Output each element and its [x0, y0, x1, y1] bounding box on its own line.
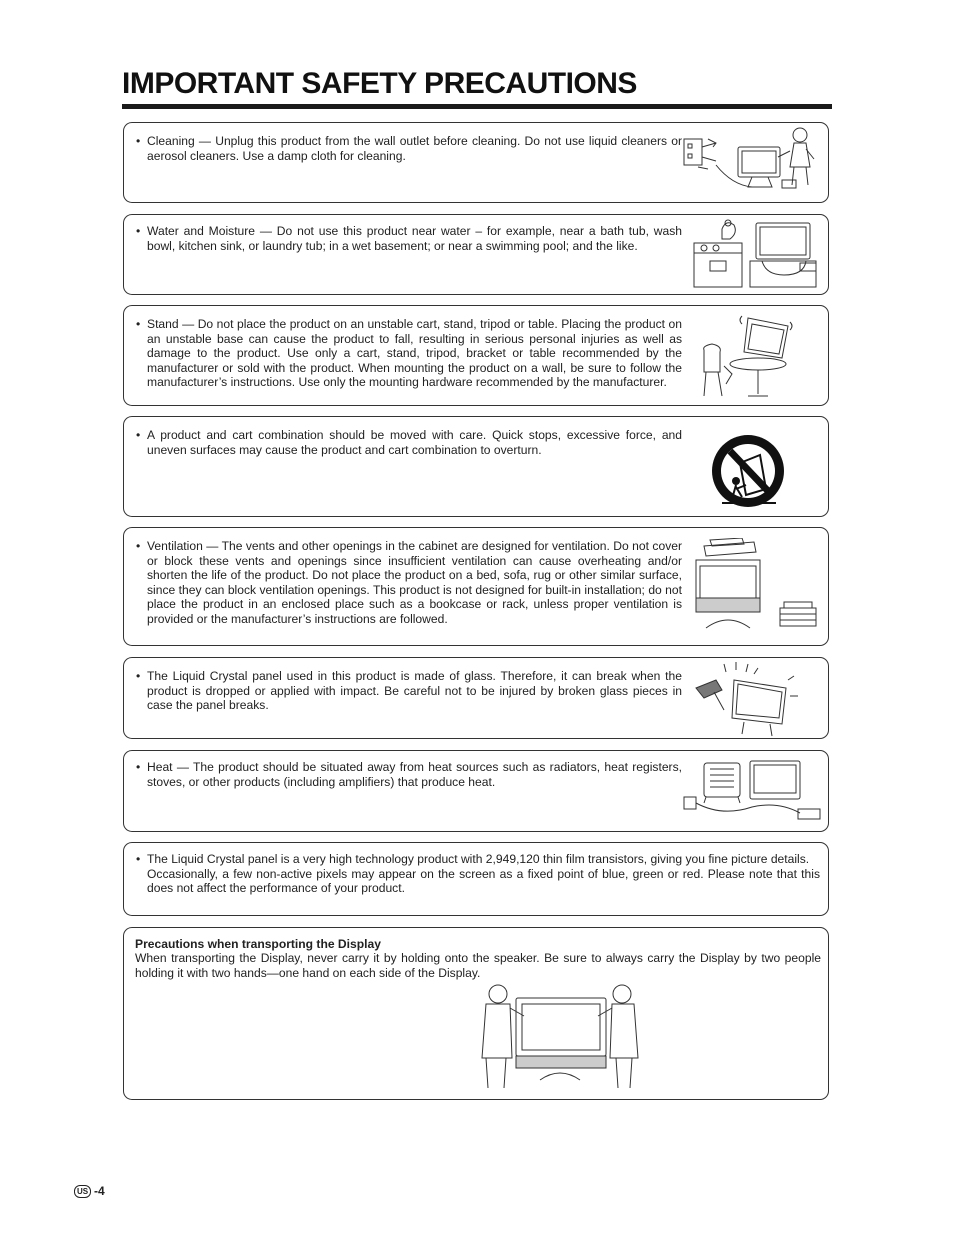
title-rule	[122, 104, 832, 109]
heat-source-illustration	[682, 757, 824, 825]
precaution-text: • Water and Moisture — Do not use this product near water – for example, near a bath tub, wash bowl, kitchen sink, or laundry tub; in a wet basement; or near a swimming pool; and the like.	[136, 224, 682, 253]
page-footer	[74, 1184, 105, 1198]
transport-title: Precautions when transporting the Display	[135, 937, 381, 951]
precaution-text: • Stand — Do not place the product on an unstable cart, stand, tripod or table. Placing the product on an unstable base can cause the product to fall, resulting in serious personal injuries as well as damage to the product. Use only a cart, stand, tripod, bracket or table recommended by the manufacturer or sold with the product. When mounting the product on a wall, be sure to follow the manufacturer’s instructions. Use only the mounting hardware recommended by the manufacturer.	[136, 317, 682, 390]
precaution-stand	[123, 305, 829, 406]
page-number: -4	[94, 1184, 105, 1198]
precaution-text: • Ventilation — The vents and other openings in the cabinet are designed for ventilation. Do not cover or block these vents and openings since insufficient ventilation can cause overheating and/or shorten the life of the product. Do not place the product on a bed, sofa, rug or other similar surface, since they can block ventilation openings. This product is not designed for built-in installation; do not place the product in an enclosed place such as a bookcase or rack, unless proper ventilation is provided or the manufacturer’s instructions are followed.	[136, 539, 682, 626]
glass-impact-illustration	[694, 662, 798, 738]
precaution-water-moisture	[123, 214, 829, 295]
two-person-carry-illustration	[476, 980, 646, 1097]
precaution-glass	[123, 657, 829, 739]
page-title: IMPORTANT SAFETY PRECAUTIONS	[122, 67, 637, 100]
precaution-cleaning	[123, 122, 829, 203]
precaution-text-part1: The Liquid Crystal panel is a very high technology product with 2,949,120 thin film transistors, giving you fine picture details.	[147, 852, 810, 866]
unstable-stand-illustration	[698, 312, 798, 402]
precaution-text: • A product and cart combination should be moved with care. Quick stops, excessive force, and uneven surfaces may cause the product and cart combination to overturn.	[136, 428, 682, 457]
precaution-text	[136, 852, 820, 896]
ventilation-illustration	[692, 538, 820, 634]
precaution-heat	[123, 750, 829, 832]
transport-text: When transporting the Display, never carry it by holding onto the speaker. Be sure to always carry the Display by two people holding it with two hands—one hand on each side of the Display.	[135, 951, 821, 980]
cart-warning-icon	[710, 433, 790, 511]
precaution-text: • Cleaning — Unplug this product from the wall outlet before cleaning. Do not use liquid cleaners or aerosol cleaners. Use a damp cloth for cleaning.	[136, 134, 682, 163]
precaution-cart	[123, 416, 829, 517]
cleaning-illustration	[682, 125, 822, 197]
region-badge: US	[74, 1185, 91, 1198]
water-moisture-illustration	[692, 217, 822, 291]
precaution-text: • The Liquid Crystal panel used in this product is made of glass. Therefore, it can break when the product is dropped or applied with impact. Be careful not to be injured by broken glass pieces in case the panel breaks.	[136, 669, 682, 713]
precaution-text-part2: Occasionally, a few non-active pixels may appear on the screen as a fixed point of blue, green or red. Please note that this does not affect the performance of your product.	[147, 866, 820, 895]
precaution-text: • Heat — The product should be situated away from heat sources such as radiators, heat registers, stoves, or other products (including amplifiers) that produce heat.	[136, 760, 682, 789]
precaution-lcd-pixels	[123, 842, 829, 916]
precaution-ventilation	[123, 527, 829, 646]
transport-precautions	[123, 927, 829, 1100]
